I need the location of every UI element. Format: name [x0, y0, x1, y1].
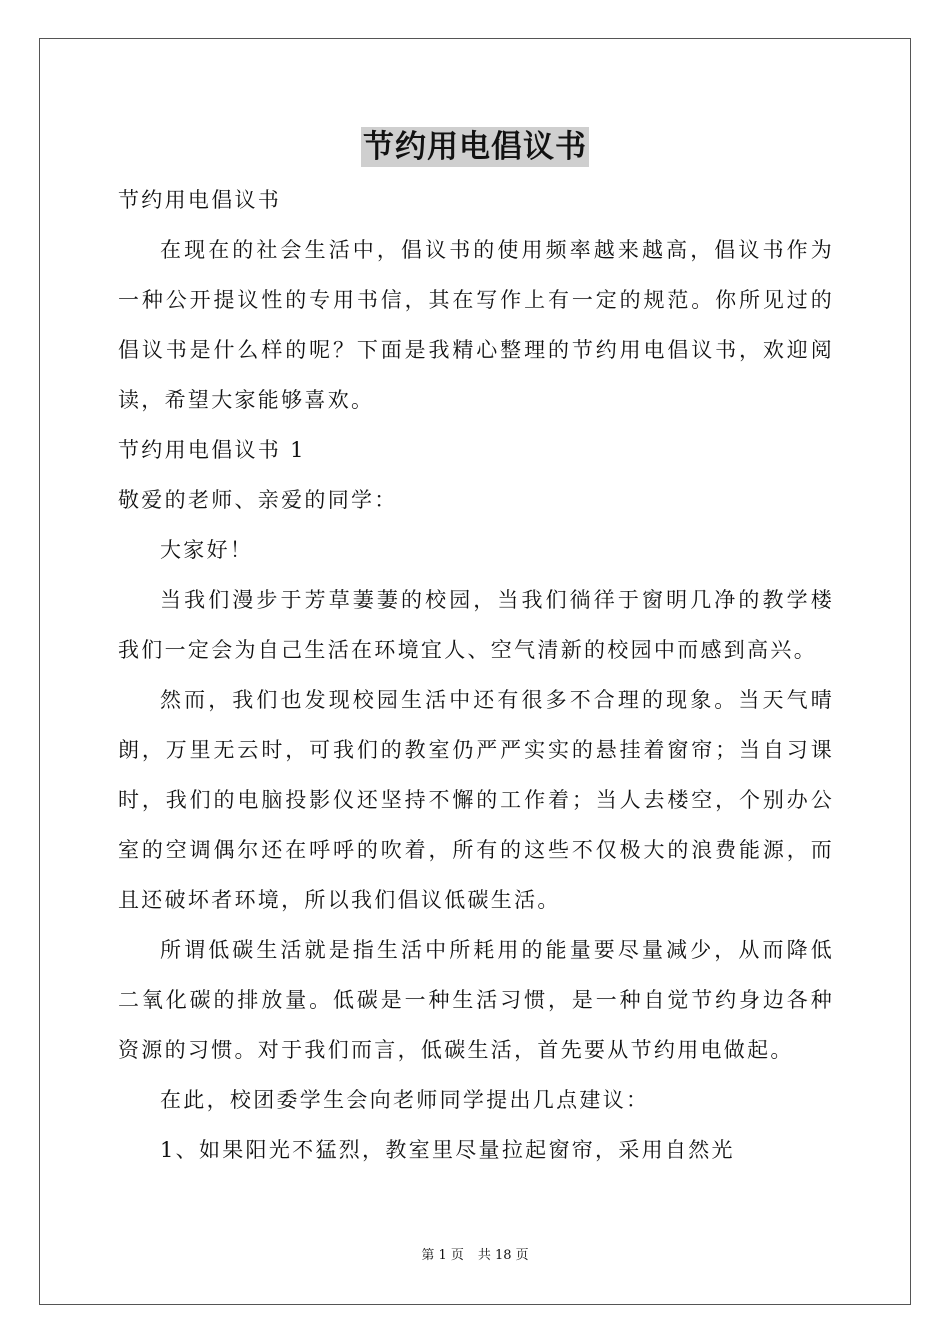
paragraph-subtitle: 节约用电倡议书: [118, 188, 282, 212]
paragraph-section-heading: 节约用电倡议书 1: [118, 438, 306, 462]
paragraph-intro: 在现在的社会生活中，倡议书的使用频率越来越高，倡议书作为一种公开提议性的专用书信，其在写作上有一定的规范。你所见过的倡议书是什么样的呢？下面是我精心整理的节约用电倡议书，欢迎阅读，希望大家能够喜欢。: [118, 238, 834, 412]
paragraph-low-carbon: 所谓低碳生活就是指生活中所耗用的能量要尽量减少，从而降低二氧化碳的排放量。低碳是一种生活习惯，是一种自觉节约身边各种资源的习惯。对于我们而言，低碳生活，首先要从节约用电做起。: [118, 938, 834, 1062]
paragraph-salutation: 敬爱的老师、亲爱的同学：: [118, 488, 398, 512]
paragraph-greeting: 大家好！: [160, 538, 254, 562]
page-number: 第 1 页: [421, 1248, 464, 1263]
paragraph-suggestion-1: 1、如果阳光不猛烈，教室里尽量拉起窗帘，采用自然光: [160, 1138, 735, 1162]
document-title: [0, 127, 950, 167]
page-footer: [0, 1247, 950, 1265]
page-total: 共 18 页: [477, 1248, 529, 1263]
paragraph-campus: 当我们漫步于芳草萋萋的校园，当我们徜徉于窗明几净的教学楼我们一定会为自己生活在环境宜人、空气清新的校园中而感到高兴。: [118, 588, 834, 662]
paragraph-suggestions-intro: 在此，校团委学生会向老师同学提出几点建议：: [160, 1088, 650, 1112]
paragraph-problems: 然而，我们也发现校园生活中还有很多不合理的现象。当天气晴朗，万里无云时，可我们的教室仍严严实实的悬挂着窗帘；当自习课时，我们的电脑投影仪还坚持不懈的工作着；当人去楼空，个别办公室的空调偶尔还在呼呼的吹着，所有的这些不仅极大的浪费能源，而且还破坏者环境，所以我们倡议低碳生活。: [118, 688, 834, 912]
document-body: [118, 175, 834, 1175]
document-title-text: 节约用电倡议书: [363, 129, 587, 165]
